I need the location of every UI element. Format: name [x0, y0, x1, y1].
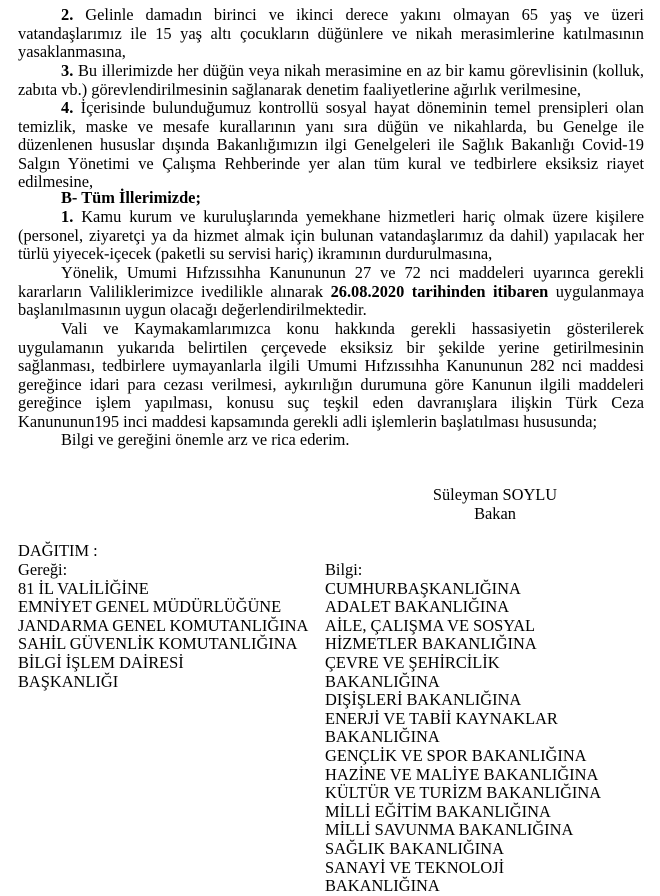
- effective-date: 26.08.2020 tarihinden itibaren: [330, 281, 549, 301]
- bilgi-recipient: ENERJİ VE TABİİ KAYNAKLAR: [325, 708, 558, 728]
- bilgi-recipient: MİLLİ SAVUNMA BAKANLIĞINA: [325, 820, 574, 840]
- bilgi-recipient: HİZMETLER BAKANLIĞINA: [325, 634, 537, 654]
- gereg-recipient: JANDARMA GENEL KOMUTANLIĞINA: [18, 615, 309, 635]
- paragraph-3: [18, 62, 644, 99]
- paragraph-4: [18, 99, 644, 192]
- signatory-name: Süleyman SOYLU: [432, 485, 558, 504]
- paragraph-3-text: Bu illerimizde her düğün veya nikah merasimine en az bir kamu görevlisinin (kolluk, zabıta vb.) görevlendirilmesinin sağlanarak denetim faaliyetlerine ağırlık verilmesine,: [18, 61, 644, 99]
- bilgi-recipient: ADALET BAKANLIĞINA: [325, 597, 510, 617]
- paragraph-b1-number: 1.: [61, 207, 74, 226]
- closing-line: Bilgi ve gereğini önemle arz ve rica ederim.: [61, 430, 350, 449]
- gereg-recipient: EMNİYET GENEL MÜDÜRLÜĞÜNE: [18, 597, 282, 617]
- section-b-heading: B- Tüm İllerimizde;: [61, 188, 201, 207]
- gereg-recipient: 81 İL VALİLİĞİNE: [18, 578, 149, 598]
- bilgi-recipient: CUMHURBAŞKANLIĞINA: [325, 578, 521, 598]
- bilgi-recipient: BAKANLIĞINA: [325, 727, 440, 747]
- paragraph-4-number: 4.: [61, 98, 74, 117]
- bilgi-title: Bilgi:: [325, 560, 363, 579]
- paragraph-b1-text: Kamu kurum ve kuruluşlarında yemekhane hizmetleri hariç olmak üzere kişilere (personel, ziyaretçi ya da hizmet almak için bulunan vatandaşlarımız da dahil) yapılacak her türlü yiyecek-içecek (paketli su servisi hariç) ikramının durdurulmasına,: [18, 207, 644, 264]
- distribution-bilgi-column: [325, 561, 601, 896]
- bilgi-recipient: KÜLTÜR VE TURİZM BAKANLIĞINA: [325, 783, 602, 803]
- gereg-recipient: SAHİL GÜVENLİK KOMUTANLIĞINA: [18, 634, 298, 654]
- bilgi-recipient: GENÇLİK VE SPOR BAKANLIĞINA: [325, 745, 587, 765]
- paragraph-yonelik-text-a: Yönelik, Umumi Hıfzıssıhha Kanununun 27 ve 72 nci maddeleri uyarınca gerekli kararların Valiliklerimizce ivedilikle alınarak: [18, 263, 644, 301]
- bilgi-recipient: DIŞİŞLERİ BAKANLIĞINA: [325, 690, 522, 710]
- paragraph-vali: Vali ve Kaymakamlarımızca konu hakkında gerekli hassasiyetin gösterilerek uygulamanın yukarıda belirtilen çerçevede eksiksiz bir şekilde yerine getirilmesinin sağlanması, tedbirlere uymayanlarla ilgili Umumi Hıfzıssıhha Kanununun 282 nci maddesi gereğince idari para cezası verilmesi, aykırılığın durumuna göre Kanunun ilgili maddeleri gereğince işlem yapılması, konusu suç teşkil eden davranışlara ilişkin Türk Ceza Kanununun195 inci maddesi kapsamında gerekli adli işlemlerin başlatılması hususunda;: [18, 319, 644, 431]
- gereg-title: Gereği:: [18, 560, 68, 579]
- paragraph-2: [18, 6, 644, 62]
- bilgi-recipient: ÇEVRE VE ŞEHİRCİLİK: [325, 652, 500, 672]
- signatory-title: Bakan: [474, 503, 516, 523]
- gereg-recipient: BAŞKANLIĞI: [18, 671, 119, 691]
- paragraph-2-number: 2.: [61, 5, 74, 24]
- bilgi-recipient: BAKANLIĞINA: [325, 671, 440, 691]
- bilgi-recipient: BAKANLIĞINA: [325, 876, 440, 896]
- bilgi-recipient: SANAYİ VE TEKNOLOJİ: [325, 857, 505, 877]
- bilgi-recipient: AİLE, ÇALIŞMA VE SOSYAL: [325, 615, 536, 635]
- paragraph-3-number: 3.: [61, 61, 74, 80]
- paragraph-2-text: Gelinle damadın birinci ve ikinci derece yakını olmayan 65 yaş ve üzeri vatandaşlarımız ile 15 yaş altı çocukların düğünlere ve nikah merasimlerine katılmasının yasaklanmasına,: [18, 5, 644, 62]
- paragraph-yonelik: [18, 264, 644, 320]
- signature-block: [420, 486, 570, 523]
- paragraph-4-text: İçerisinde bulunduğumuz kontrollü sosyal hayat döneminin temel prensipleri olan temizlik, maske ve mesafe kurallarının yanı sıra düğün ve nikahlarda, bu Genelge ile düzenlenen hususlar dışında Bakanlığımızın ilgi Genelgeleri ile Sağlık Bakanlığı Covid-19 Salgın Yönetimi ve Çalışma Rehberinde yer alan tüm kural ve tedbirlere eksiksiz riayet edilmesine,: [18, 98, 644, 192]
- distribution-gereg-column: [18, 561, 308, 691]
- distribution-title: DAĞITIM :: [18, 541, 98, 560]
- bilgi-recipient: MİLLİ EĞİTİM BAKANLIĞINA: [325, 801, 551, 821]
- paragraph-b1: [18, 208, 644, 264]
- gereg-recipient: BİLGİ İŞLEM DAİRESİ: [18, 652, 184, 672]
- bilgi-recipient: HAZİNE VE MALİYE BAKANLIĞINA: [325, 764, 599, 784]
- bilgi-recipient: SAĞLIK BAKANLIĞINA: [325, 838, 504, 858]
- paragraph-yonelik-text-b: uygulanmaya başlanılmasının uygun olacağı değerlendirilmektedir.: [18, 281, 644, 320]
